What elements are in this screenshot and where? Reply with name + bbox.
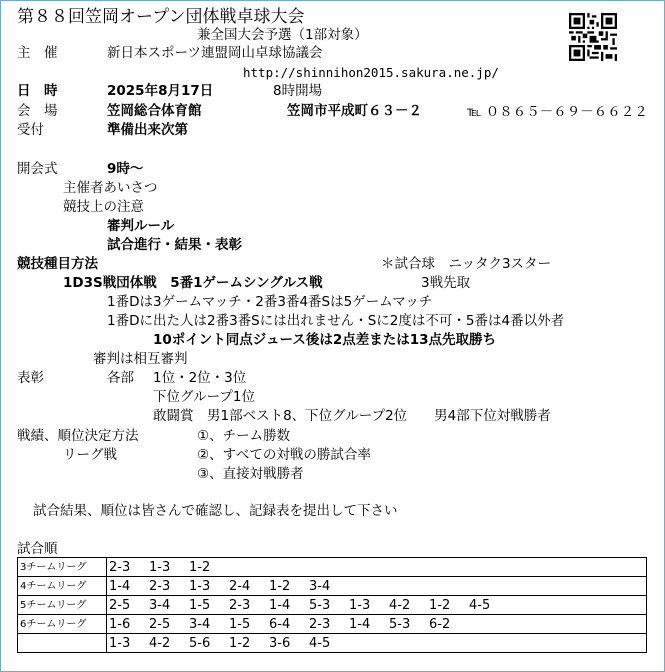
match-pair: 1-2	[189, 559, 211, 575]
awards-places: 1位・2位・3位	[153, 370, 247, 386]
match-pair: 2-3	[109, 559, 131, 575]
referee-rule: 審判は相互審判	[93, 351, 188, 367]
table-row	[18, 634, 647, 653]
event-date: 2025年8月17日	[107, 83, 214, 99]
opening-item: 主催者あいさつ	[63, 180, 158, 196]
match-pair: 4-5	[309, 635, 331, 651]
opening-sub-item: 審判ルール	[107, 218, 175, 234]
league-name: 4チームリーグ	[18, 577, 107, 596]
awards-fighting-spirit: 敢闘賞 男1部ベスト8、下位グループ2位 男4部下位対戦勝者	[153, 408, 551, 424]
match-pair: 1-4	[349, 616, 371, 632]
official-ball: ＊試合球 ニッタク3スター	[381, 256, 552, 272]
match-pair: 1-4	[269, 597, 291, 613]
reception: 準備出来次第	[107, 122, 188, 138]
ranking-label: 戦績、順位決定方法	[17, 428, 139, 444]
match-sequence	[107, 634, 647, 653]
match-pair: 2-5	[109, 597, 131, 613]
awards-lower-group: 下位グループ1位	[153, 389, 256, 405]
subtitle: 兼全国大会予選（1部対象）	[197, 27, 368, 43]
match-pair: 2-5	[149, 616, 171, 632]
organizer: 新日本スポーツ連盟岡山卓球協議会	[107, 45, 323, 61]
match-pair: 2-4	[229, 578, 251, 594]
match-pair: 3-4	[309, 578, 331, 594]
match-sequence	[107, 558, 647, 577]
table-row	[18, 615, 647, 634]
date-label: 日 時	[17, 83, 58, 99]
match-pair: 1-3	[349, 597, 371, 613]
page-title: 第８８回笠岡オープン団体戦卓球大会	[17, 7, 305, 27]
reception-label: 受付	[17, 122, 44, 138]
match-order-table	[17, 557, 647, 653]
match-format: 1D3S戦団体戦 5番1ゲームシングルス戦	[63, 275, 323, 291]
match-order-title: 試合順	[17, 541, 58, 557]
ranking-criterion: ①、チーム勝数	[197, 428, 291, 444]
venue-label: 会 場	[17, 103, 58, 119]
opening-time: 9時～	[107, 161, 144, 177]
opening-sub-item: 試合進行・結果・表彰	[107, 237, 242, 253]
match-pair: 1-3	[149, 559, 171, 575]
league-name: 3チームリーグ	[18, 558, 107, 577]
match-sequence	[107, 577, 647, 596]
match-pair: 1-3	[109, 635, 131, 651]
venue: 笠岡総合体育館	[107, 103, 202, 119]
match-pair: 1-3	[189, 578, 211, 594]
ranking-criterion: ②、すべての対戦の勝試合率	[197, 447, 371, 463]
deuce-rule: 10ポイント同点ジュース後は2点差または13点先取勝ち	[153, 332, 497, 348]
match-pair: 6-2	[429, 616, 451, 632]
match-pair: 2-3	[229, 597, 251, 613]
qr-code-icon	[569, 13, 617, 61]
opening-label: 開会式	[17, 161, 58, 177]
match-pair: 3-4	[149, 597, 171, 613]
match-pair: 5-6	[189, 635, 211, 651]
phone-number: ℡ ０８６５－６９－６６２２	[467, 104, 648, 120]
match-pair: 1-4	[109, 578, 131, 594]
opening-item: 競技上の注意	[63, 199, 144, 215]
awards-division: 各部	[107, 370, 134, 386]
match-pair: 4-5	[469, 597, 491, 613]
match-pair: 2-3	[149, 578, 171, 594]
match-pair: 3-4	[189, 616, 211, 632]
league-name: 6チームリーグ	[18, 615, 107, 634]
match-pair: 6-4	[269, 616, 291, 632]
match-pair: 1-6	[109, 616, 131, 632]
website-url: http://shinnihon2015.sakura.ne.jp/	[243, 65, 499, 80]
match-sequence	[107, 615, 647, 634]
league-label: リーグ戦	[63, 447, 117, 463]
rule-line: 1番Dは3ゲームマッチ・2番3番4番Sは5ゲームマッチ	[107, 294, 433, 310]
rule-line: 1番Dに出た人は2番3番Sには出れません・Sに2度は不可・5番は4番以外者	[107, 313, 565, 329]
match-pair: 1-2	[429, 597, 451, 613]
venue-address: 笠岡市平成町６３－２	[287, 103, 422, 119]
match-pair: 5-3	[309, 597, 331, 613]
table-row	[18, 596, 647, 615]
table-row	[18, 558, 647, 577]
awards-label: 表彰	[17, 370, 44, 386]
match-pair: 4-2	[389, 597, 411, 613]
league-name	[18, 634, 107, 653]
match-pair: 1-5	[189, 597, 211, 613]
match-pair: 5-3	[389, 616, 411, 632]
ranking-criterion: ③、直接対戦勝者	[197, 466, 304, 482]
open-time: 8時開場	[273, 83, 323, 99]
match-pair: 1-2	[229, 635, 251, 651]
match-pair: 3-6	[269, 635, 291, 651]
method-heading: 競技種目方法	[17, 256, 98, 272]
match-pair: 1-2	[269, 578, 291, 594]
submission-note: 試合結果、順位は皆さんで確認し、記録表を提出して下さい	[33, 503, 398, 519]
match-pair: 2-3	[309, 616, 331, 632]
table-row	[18, 577, 647, 596]
organizer-label: 主 催	[17, 45, 58, 61]
match-pair: 4-2	[149, 635, 171, 651]
league-name: 5チームリーグ	[18, 596, 107, 615]
win-condition: 3戦先取	[421, 275, 471, 291]
match-pair: 1-5	[229, 616, 251, 632]
match-sequence	[107, 596, 647, 615]
